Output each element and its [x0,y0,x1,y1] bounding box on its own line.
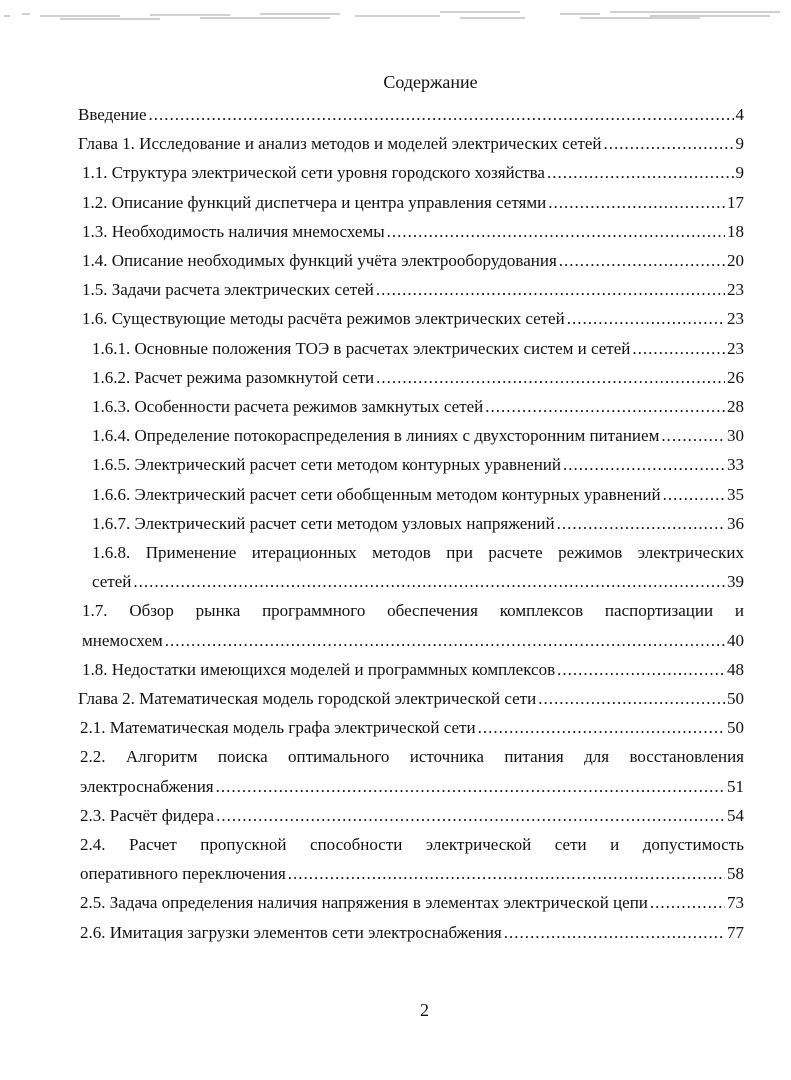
toc-entry [78,246,744,275]
dot-leader [650,888,725,917]
toc-entry-page: 20 [727,251,744,271]
toc-entry [78,480,744,509]
toc-entry-page: 36 [727,513,744,533]
toc-entry [78,334,744,363]
dot-leader [632,334,725,363]
scan-artifact-strip [0,6,791,26]
toc-entry-title-cont: мнемосхем [82,630,163,650]
toc-entry-page: 50 [727,689,744,709]
dot-leader [604,129,734,158]
toc-entry-title: 1.8. Недостатки имеющихся моделей и программных комплексов [82,659,556,679]
toc-entry-title: 1.1. Структура электрической сети уровня городского хозяйства [82,163,545,183]
toc-entry-title-cont: электроснабжения [80,776,214,796]
dot-leader [538,684,725,713]
toc-entry-page: 77 [727,922,744,942]
toc-entry-page: 35 [727,484,744,504]
dot-leader [387,217,725,246]
toc-entry-page: 51 [727,776,744,796]
toc-entry-title: 2.4. Расчет пропускной способности электрической сети и допустимость [80,835,744,855]
dot-leader [485,392,725,421]
dot-leader [288,859,725,888]
toc-entry [78,596,744,654]
dot-leader [133,567,725,596]
toc-entry [78,100,744,129]
toc-entry-page: 9 [735,163,744,183]
toc-entry [78,713,744,742]
toc-entry-title: 1.7. Обзор рынка программного обеспечения комплексов паспортизации и [82,601,744,621]
toc-entry-page: 23 [727,309,744,329]
toc-entry [78,888,744,917]
toc-entry-page: 73 [727,893,744,913]
toc-entry-page: 50 [727,718,744,738]
toc-entry [78,684,744,713]
toc-entry-title: 2.2. Алгоритм поиска оптимального источника питания для восстановления [80,747,744,767]
toc-entry-title: 2.6. Имитация загрузки элементов сети электроснабжения [80,922,502,942]
toc-entry-page: 39 [727,572,744,592]
dot-leader [149,100,734,129]
toc-entry-title: 1.6.2. Расчет режима разомкнутой сети [92,367,375,387]
table-of-contents [78,100,744,947]
dot-leader [165,626,725,655]
toc-entry [78,275,744,304]
toc-entry [78,392,744,421]
toc-entry-title: 1.2. Описание функций диспетчера и центра управления сетями [82,192,547,212]
toc-entry-page: 26 [727,367,744,387]
toc-entry [78,217,744,246]
toc-entry [78,918,744,947]
toc-entry [78,421,744,450]
toc-entry-title: 2.3. Расчёт фидера [80,805,215,825]
toc-entry-title: Глава 2. Математическая модель городской электрической сети [78,689,537,709]
toc-entry-page: 23 [727,280,744,300]
toc-entry-title: 1.6. Существующие методы расчёта режимов электрических сетей [82,309,565,329]
dot-leader [661,421,725,450]
toc-entry [78,742,744,800]
dot-leader [559,246,725,275]
toc-entry-page: 33 [727,455,744,475]
toc-entry-page: 18 [727,221,744,241]
toc-entry-title: 1.6.4. Определение потокораспределения в линиях с двухсторонним питанием [92,426,660,446]
toc-entry-title-cont: сетей [92,572,132,592]
toc-entry-title: Глава 1. Исследование и анализ методов и моделей электрических сетей [78,134,602,154]
dot-leader [663,480,725,509]
toc-entry [78,830,744,888]
dot-leader [504,918,725,947]
toc-entry-title: 1.6.1. Основные положения ТОЭ в расчетах электрических систем и сетей [92,338,631,358]
dot-leader [557,655,725,684]
toc-entry-page: 17 [727,192,744,212]
dot-leader [563,450,725,479]
toc-entry-page: 30 [727,426,744,446]
toc-entry [78,801,744,830]
toc-entry [78,450,744,479]
toc-entry [78,188,744,217]
toc-entry-title: 1.6.7. Электрический расчет сети методом узловых напряжений [92,513,555,533]
toc-entry-title: 1.4. Описание необходимых функций учёта электрооборудования [82,251,557,271]
toc-entry-page: 23 [727,338,744,358]
toc-entry [78,363,744,392]
toc-entry-title: 1.6.8. Применение итерационных методов при расчете режимов электрических [92,543,744,563]
toc-entry [78,538,744,596]
toc-entry-title: 1.6.5. Электрический расчет сети методом контурных уравнений [92,455,561,475]
toc-entry-title: 1.6.3. Особенности расчета режимов замкнутых сетей [92,397,484,417]
toc-entry [78,655,744,684]
page-title: Содержание [383,72,478,92]
dot-leader [376,275,725,304]
dot-leader [548,188,725,217]
toc-entry-page: 54 [727,805,744,825]
page-number: 2 [420,1000,429,1020]
toc-entry-page: 4 [735,105,744,124]
toc-entry [78,129,744,158]
toc-entry-title: 1.6.6. Электрический расчет сети обобщенным методом контурных уравнений [92,484,661,504]
toc-entry-title: 2.5. Задача определения наличия напряжения в элементах электрической цепи [80,893,648,913]
toc-entry-page: 58 [727,864,744,884]
toc-entry [78,509,744,538]
toc-entry-page: 40 [727,630,744,650]
dot-leader [376,363,725,392]
toc-entry-page: 48 [727,659,744,679]
toc-entry-title: 1.5. Задачи расчета электрических сетей [82,280,374,300]
toc-entry-title: 2.1. Математическая модель графа электрической сети [80,718,476,738]
dot-leader [478,713,725,742]
toc-entry-title: Введение [78,105,147,124]
toc-entry-title-cont: оперативного переключения [80,864,286,884]
dot-leader [547,158,734,187]
toc-entry-page: 9 [735,134,744,154]
dot-leader [216,801,725,830]
toc-entry [78,304,744,333]
toc-entry-page: 28 [727,397,744,417]
dot-leader [216,772,725,801]
toc-entry-title: 1.3. Необходимость наличия мнемосхемы [82,221,385,241]
dot-leader [557,509,725,538]
dot-leader [567,304,725,333]
toc-entry [78,158,744,187]
